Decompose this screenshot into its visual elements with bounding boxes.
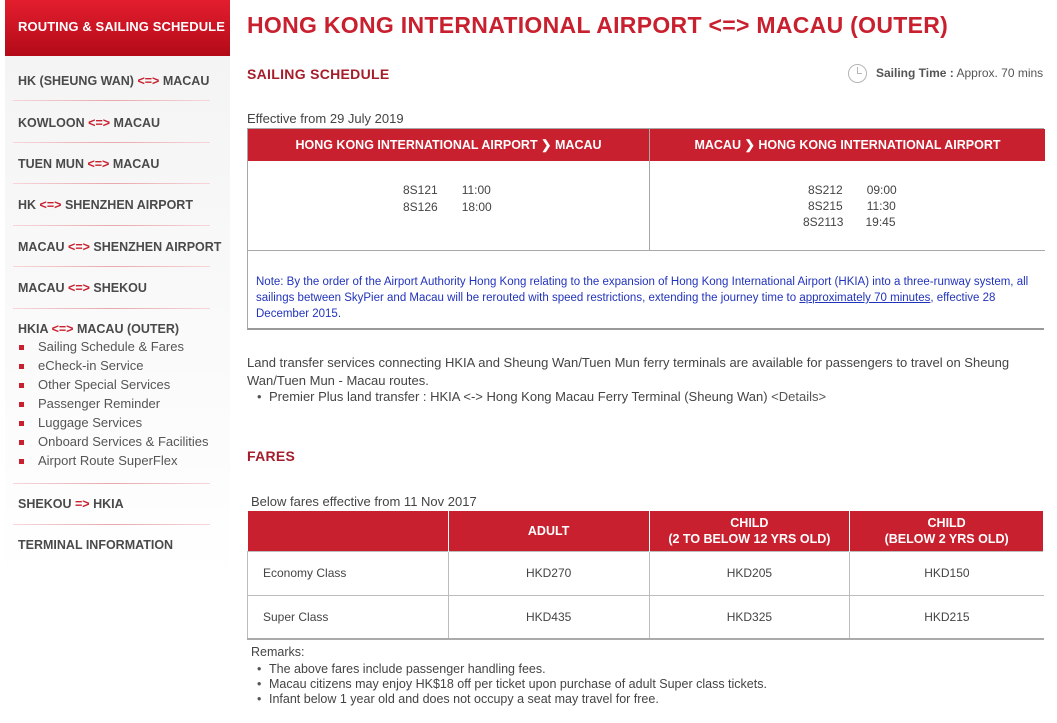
- trip-row: [403, 200, 492, 214]
- trip-time: 19:45: [865, 215, 896, 229]
- sailing-time-label: Sailing Time :: [876, 66, 954, 80]
- note-text: , effective 28 December 2015.: [256, 292, 996, 320]
- clock-icon: [848, 64, 867, 83]
- col-header-child: [649, 511, 850, 551]
- details-link[interactable]: <Details>: [771, 389, 827, 404]
- sailing-time-value: Approx. 70 mins: [953, 66, 1044, 80]
- note-text: Note: By the order of the Airport Authority Hong Kong relating to the expansion of Hong Kong International Airport (HKIA) into a three-runway system, all sailings between SkyPier and Macau will be rerouted with speed restrictions, extending the journey time to: [256, 276, 1029, 304]
- trip-row: [803, 215, 896, 229]
- fare-child: HKD205: [649, 551, 850, 595]
- trip-time: 09:00: [866, 183, 897, 197]
- col-header-infant: [850, 511, 1044, 551]
- sidebar-item-label: HKIA: [18, 322, 49, 336]
- list-item: • Macau citizens may enjoy HK$18 off per ticket upon purchase of adult Super class tickets.: [247, 677, 767, 692]
- trip-row: [403, 183, 491, 197]
- sidebar-item-tuen-mun-macau[interactable]: [18, 157, 159, 171]
- column-divider: [649, 129, 650, 251]
- col-header-adult: ADULT: [448, 511, 649, 551]
- row-divider: [248, 250, 1045, 251]
- sidebar-divider: [13, 100, 210, 101]
- fare-class: Economy Class: [248, 551, 449, 595]
- route-arrow: <=>: [87, 157, 110, 171]
- header-sublabel: (2 TO BELOW 12 YRS OLD): [668, 531, 831, 546]
- route-arrow: <=>: [137, 74, 160, 88]
- sub-item-sailing-schedule-fares[interactable]: Sailing Schedule & Fares: [18, 339, 209, 358]
- sidebar-divider: [13, 142, 210, 143]
- sidebar-header[interactable]: ROUTING & SAILING SCHEDULE: [5, 0, 230, 56]
- sidebar-item-hk-sheung-wan-macau[interactable]: [18, 74, 209, 88]
- sidebar-item-label: SHENZHEN AIRPORT: [64, 198, 193, 212]
- sidebar-item-label: SHEKOU: [18, 497, 72, 511]
- list-item: • The above fares include passenger handling fees.: [247, 662, 767, 677]
- sidebar-item-macau-shenzhen-airport[interactable]: [18, 240, 221, 254]
- trip-code: 8S212: [808, 183, 843, 197]
- sidebar-divider: [13, 483, 210, 484]
- sidebar-divider: [13, 183, 210, 184]
- sidebar-divider: [13, 266, 210, 267]
- col-header-macau-to-hkia: MACAU ❯ HONG KONG INTERNATIONAL AIRPORT: [650, 129, 1045, 161]
- sidebar-item-label: MACAU: [112, 157, 160, 171]
- sidebar-item-hk-shenzhen-airport[interactable]: [18, 198, 193, 212]
- sidebar-nav: [5, 0, 230, 585]
- trip-code: 8S126: [403, 200, 438, 214]
- sidebar-divider: [13, 225, 210, 226]
- sidebar-item-label: KOWLOON: [18, 116, 85, 130]
- route-arrow: <=>: [51, 322, 74, 336]
- fare-adult: HKD435: [448, 595, 649, 639]
- trip-code: 8S121: [403, 183, 438, 197]
- route-arrow: <=>: [68, 281, 90, 295]
- fare-infant: HKD215: [850, 595, 1044, 639]
- trip-code: 8S2113: [803, 215, 844, 229]
- sidebar-divider: [13, 524, 210, 525]
- land-transfer-text: Land transfer services connecting HKIA and Sheung Wan/Tuen Mun ferry terminals are available for passengers to travel on Sheung Wan/Tuen Mun - Macau routes.: [247, 355, 1010, 388]
- sidebar-item-label: MACAU: [113, 116, 161, 130]
- schedule-note: [256, 274, 1041, 322]
- sidebar-item-label: SHENZHEN AIRPORT: [93, 240, 222, 254]
- fare-class: Super Class: [248, 595, 449, 639]
- sidebar-item-label: MACAU (OUTER): [76, 322, 180, 336]
- sidebar-item-label: TUEN MUN: [18, 157, 84, 171]
- sub-item-other-special-services[interactable]: Other Special Services: [18, 377, 209, 396]
- trip-code: 8S215: [808, 199, 843, 213]
- remarks-title: Remarks:: [251, 645, 305, 659]
- sailing-time: [876, 66, 1043, 80]
- remarks-list: [247, 662, 767, 707]
- route-arrow: <=>: [88, 116, 111, 130]
- col-header-class: [248, 511, 449, 551]
- route-arrow: <=>: [39, 198, 62, 212]
- list-item: • Infant below 1 year old and does not occupy a seat may travel for free.: [247, 692, 767, 707]
- trip-row: [808, 183, 897, 197]
- sub-item-passenger-reminder[interactable]: Passenger Reminder: [18, 396, 209, 415]
- land-transfer-list: [247, 389, 826, 404]
- sub-item-airport-route-superflex[interactable]: Airport Route SuperFlex: [18, 453, 209, 472]
- trip-time: 18:00: [461, 200, 492, 214]
- table-row: [248, 595, 1044, 639]
- sub-item-luggage-services[interactable]: Luggage Services: [18, 415, 209, 434]
- fares-header-row: [248, 511, 1044, 551]
- sidebar-item-shekou-hkia[interactable]: [18, 497, 124, 511]
- sidebar-item-label: MACAU: [18, 240, 65, 254]
- header-label: CHILD: [927, 515, 966, 530]
- schedule-effective-date: Effective from 29 July 2019: [247, 111, 404, 126]
- sidebar-item-kowloon-macau[interactable]: [18, 116, 160, 130]
- sidebar-divider: [13, 308, 210, 309]
- sidebar-item-label: HKIA: [93, 497, 124, 511]
- fares-heading: FARES: [247, 448, 296, 464]
- land-transfer-bullet: Premier Plus land transfer : HKIA <-> Hong Kong Macau Ferry Terminal (Sheung Wan): [269, 389, 772, 404]
- list-item: [247, 389, 826, 404]
- trip-time: 11:00: [461, 183, 491, 197]
- route-arrow: =>: [74, 497, 90, 511]
- page-title: HONG KONG INTERNATIONAL AIRPORT <=> MACAU (OUTER): [247, 12, 949, 38]
- route-arrow: <=>: [68, 240, 90, 254]
- sidebar-item-terminal-information[interactable]: TERMINAL INFORMATION: [18, 538, 174, 552]
- sub-item-echeck-in-service[interactable]: eCheck-in Service: [18, 358, 209, 377]
- fare-adult: HKD270: [448, 551, 649, 595]
- sidebar-item-label: HK: [18, 198, 37, 212]
- sailing-schedule-heading: SAILING SCHEDULE: [247, 66, 390, 82]
- sidebar-item-label: SHEKOU: [93, 281, 147, 295]
- trip-time: 11:30: [866, 199, 896, 213]
- sidebar-item-label: MACAU: [162, 74, 210, 88]
- sidebar-item-hkia-macau-outer[interactable]: [18, 322, 179, 336]
- sidebar-sub-list: [18, 339, 209, 472]
- schedule-table: [247, 128, 1044, 330]
- sidebar-item-label: HK (SHEUNG WAN): [18, 74, 134, 88]
- trip-row: [808, 199, 896, 213]
- fares-effective-date: Below fares effective from 11 Nov 2017: [251, 494, 477, 509]
- sidebar-item-label: MACAU: [18, 281, 65, 295]
- fare-child: HKD325: [649, 595, 850, 639]
- col-header-hkia-to-macau: HONG KONG INTERNATIONAL AIRPORT ❯ MACAU: [248, 129, 649, 161]
- table-row: [248, 551, 1044, 595]
- note-link[interactable]: approximately 70 minutes: [799, 292, 931, 304]
- fare-infant: HKD150: [850, 551, 1044, 595]
- fares-table: [247, 511, 1044, 640]
- sub-item-onboard-services[interactable]: Onboard Services & Facilities: [18, 434, 209, 453]
- sidebar-item-macau-shekou[interactable]: [18, 281, 147, 295]
- header-sublabel: (BELOW 2 YRS OLD): [884, 531, 1009, 546]
- header-label: CHILD: [730, 515, 769, 530]
